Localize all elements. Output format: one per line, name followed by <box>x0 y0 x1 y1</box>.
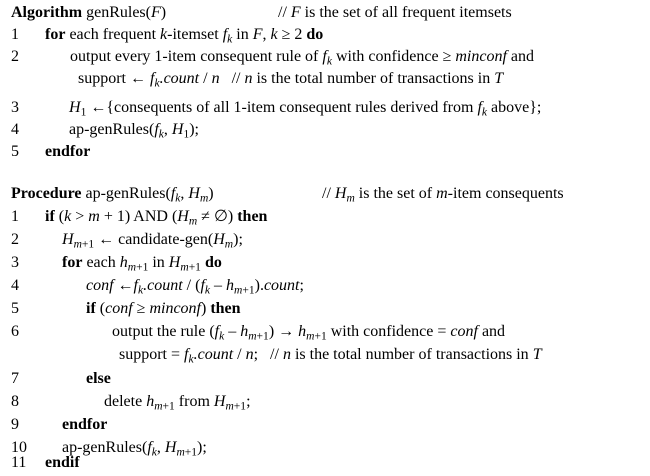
algorithm-keyword: Algorithm <box>11 4 83 21</box>
algorithm-listing: Algorithm genRules(F) // F is the set of all frequent itemsets 1 for each frequent k-itemset $f_k$ in F, k ≥ 2 do 2 output every 1-item consequent rule of $f_k$ with confidence ≥ minconf and support ← $f_k.count$ / n // n is the total number of transactions in T 3 $H_1$ ←{consequents of all 1-item consequent rules derived from $f_k$ above}; 4 $ap-genRules(f_k$, $H_1$); 5 endfor Procedure $ap-genRules(f_k$, $H_m$) // $H_m$ is the set of m-item consequents 1 if (k > m + 1) AND ($H_m$ ≠ ∅) then 2 $H_{m+1}$ ← candidate-$gen(H_m)$; 3 for each $h_{m+1}$ in $H_{m+1}$ do 4 conf $\leftarrow f_k.count / (f_k$ – $h_{m+1}).count$; 5 if (conf ≥ minconf) then 6 output the rule $(f_k - h_{m+1}) \to h_{m+1}$ with confidence = conf and support = $f_k.count$ / n; // n is the total number of transactions in T 7 else 8 delete $h_{m+1}$ from $H_{m+1}$; 9 endfor 10 $ap-genRules(f_k$, $H_{m+1}$); 11 endif <box>11 4 564 471</box>
algorithm-param: F <box>150 4 161 21</box>
algorithm-close: ) <box>160 4 167 21</box>
procedure-comment: // $H_m$ is the set of m-item consequents <box>322 185 564 205</box>
algorithm-comment: // F is the set of all frequent itemsets <box>278 4 512 21</box>
algorithm-name: genRules( <box>86 4 151 21</box>
procedure-keyword: Procedure <box>11 185 82 202</box>
